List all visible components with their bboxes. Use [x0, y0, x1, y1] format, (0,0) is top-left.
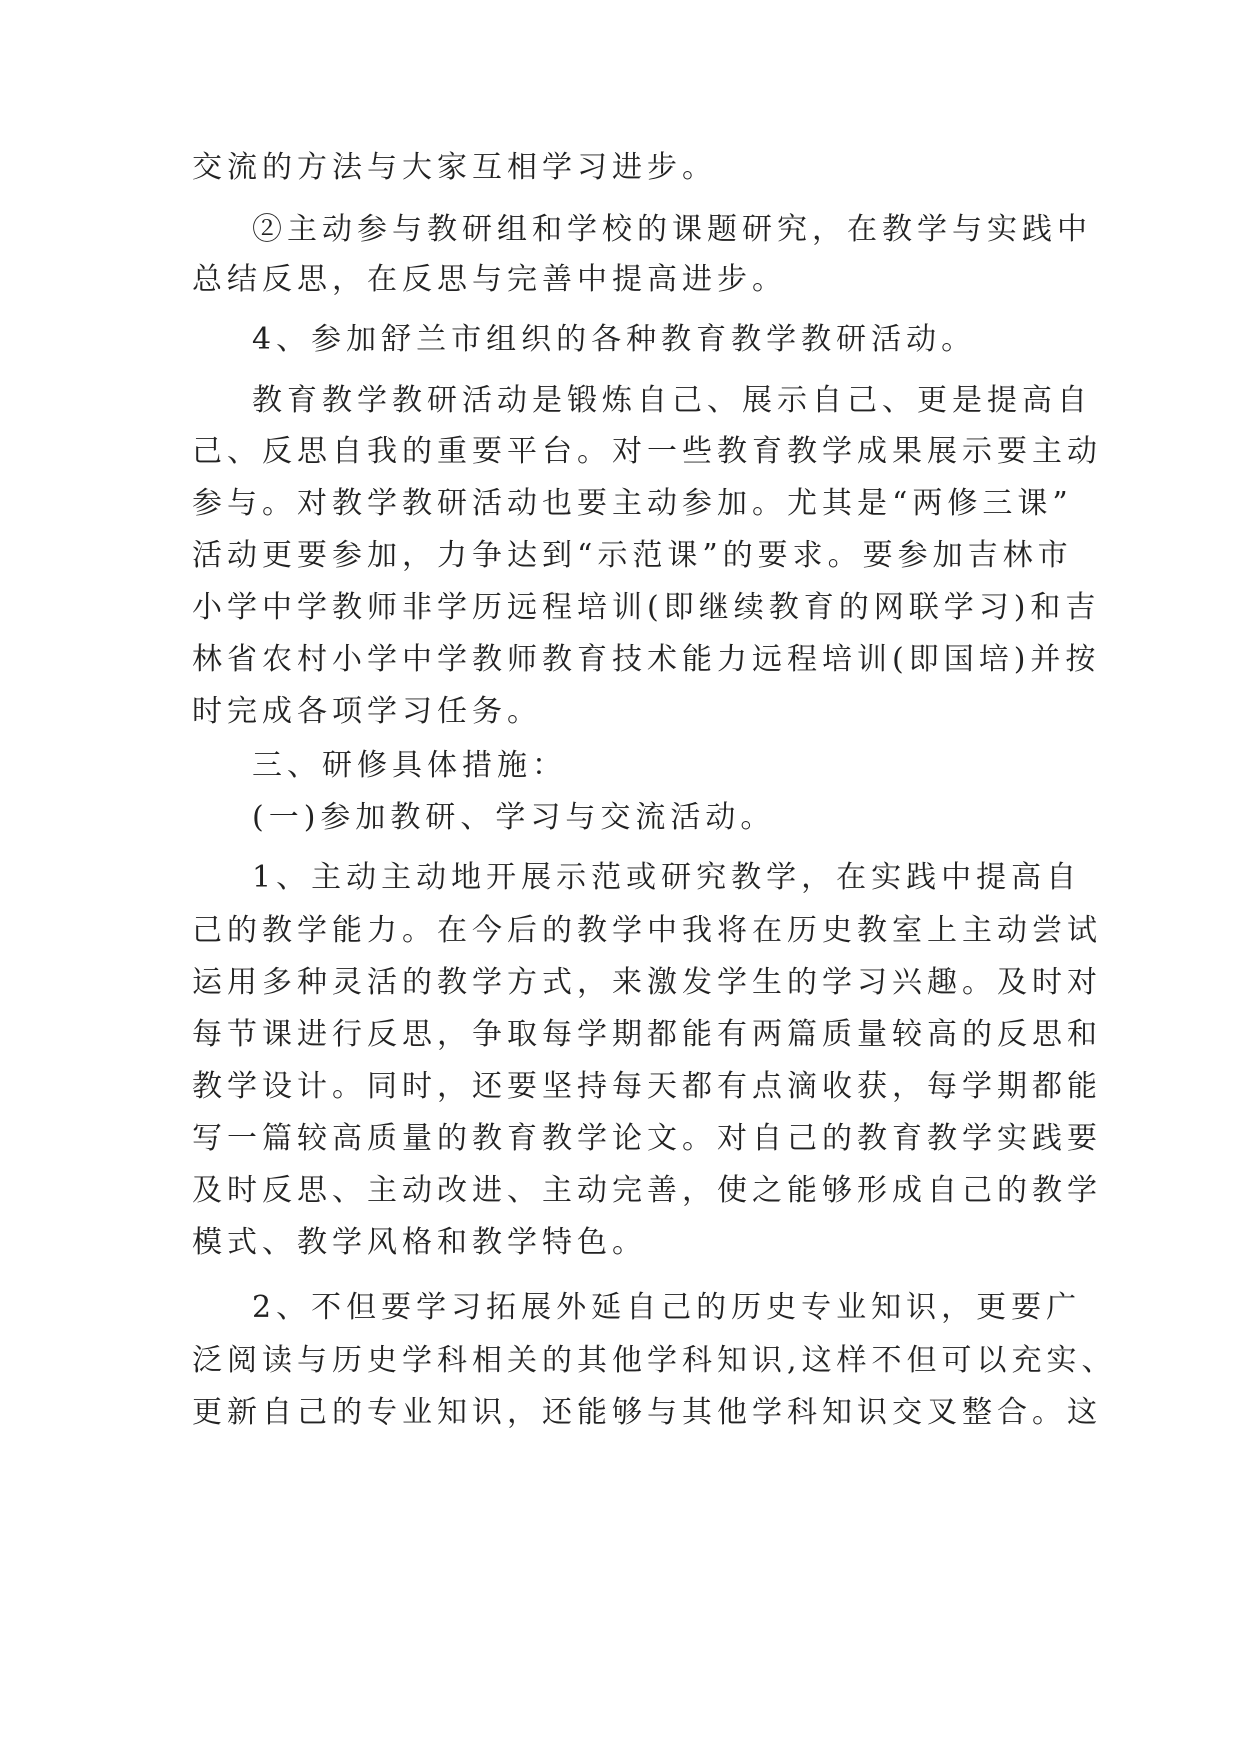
text-line: 时完成各项学习任务。: [192, 694, 542, 729]
text-line: 交流的方法与大家互相学习进步。: [192, 150, 717, 185]
text-line: ②主动参与教研组和学校的课题研究，在教学与实践中: [252, 212, 1092, 247]
text-line: 活动更要参加，力争达到“示范课”的要求。要参加吉林市: [192, 538, 1073, 573]
text-line: 参与。对教学教研活动也要主动参加。尤其是“两修三课”: [192, 486, 1073, 521]
text-line: 教学设计。同时，还要坚持每天都有点滴收获，每学期都能: [192, 1069, 1102, 1104]
text-line: 总结反思，在反思与完善中提高进步。: [192, 262, 787, 297]
text-line: 己、反思自我的重要平台。对一些教育教学成果展示要主动: [192, 434, 1102, 469]
text-line: 写一篇较高质量的教育教学论文。对自己的教育教学实践要: [192, 1121, 1102, 1156]
text-line: 运用多种灵活的教学方式，来激发学生的学习兴趣。及时对: [192, 965, 1102, 1000]
text-line: 小学中学教师非学历远程培训(即继续教育的网联学习)和吉: [192, 590, 1101, 625]
text-line: 林省农村小学中学教师教育技术能力远程培训(即国培)并按: [192, 642, 1101, 677]
text-line: 三、研修具体措施：: [252, 748, 567, 783]
text-line: 教育教学教研活动是锻炼自己、展示自己、更是提高自: [252, 383, 1092, 418]
text-line: 模式、教学风格和教学特色。: [192, 1225, 647, 1260]
text-line: 1、主动主动地开展示范或研究教学，在实践中提高自: [252, 860, 1082, 895]
text-line: 每节课进行反思，争取每学期都能有两篇质量较高的反思和: [192, 1017, 1102, 1052]
text-line: 2、不但要学习拓展外延自己的历史专业知识，更要广: [252, 1290, 1082, 1325]
text-line: 更新自己的专业知识，还能够与其他学科知识交叉整合。这: [192, 1395, 1102, 1430]
text-line: (一)参加教研、学习与交流活动。: [252, 800, 776, 835]
text-line: 4、参加舒兰市组织的各种教育教学教研活动。: [252, 322, 977, 357]
text-line: 泛阅读与历史学科相关的其他学科知识,这样不但可以充实、: [192, 1343, 1117, 1378]
text-line: 及时反思、主动改进、主动完善，使之能够形成自己的教学: [192, 1173, 1102, 1208]
text-line: 己的教学能力。在今后的教学中我将在历史教室上主动尝试: [192, 913, 1102, 948]
